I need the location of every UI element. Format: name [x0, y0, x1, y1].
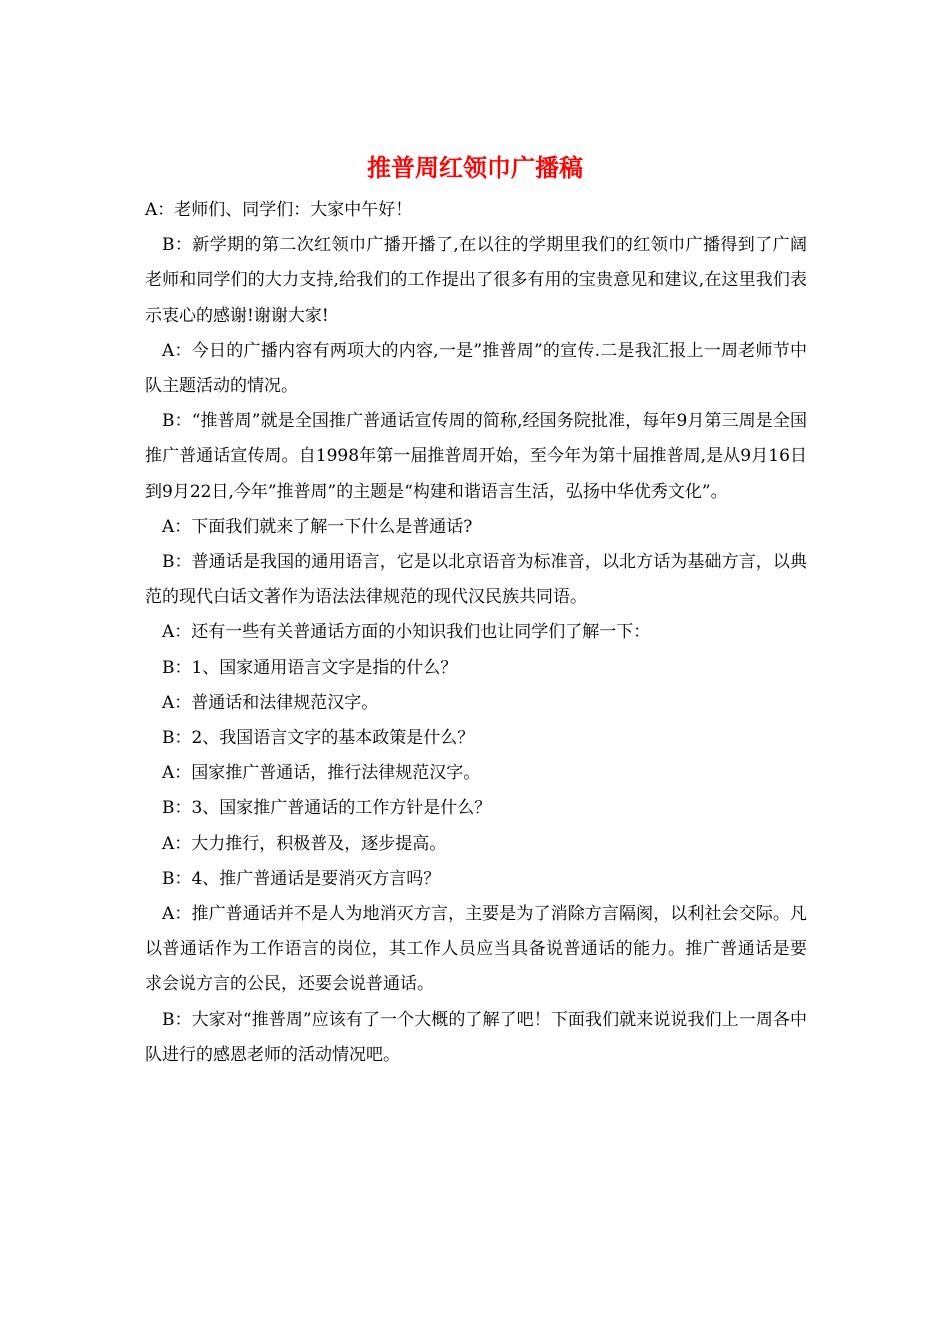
- paragraph: A：国家推广普通话，推行法律规范汉字。: [162, 763, 481, 784]
- paragraph: A：还有一些有关普通话方面的小知识我们也让同学们了解一下：: [162, 622, 651, 643]
- paragraph: A：推广普通话并不是人为地消灭方言，主要是为了消除方言隔阂，以利社会交际。凡以普通话作为工作语言的岗位，其工作人员应当具备说普通话的能力。推广普通话是要求会说方言的公民，还要会说普通话。: [145, 904, 807, 995]
- paragraph: B：2、我国语言文字的基本政策是什么？: [162, 728, 475, 749]
- paragraph: A：普通话和法律规范汉字。: [162, 692, 379, 713]
- paragraph: A：老师们、同学们：大家中午好！: [145, 200, 413, 220]
- paragraph: B：3、国家推广普通话的工作方针是什么？: [162, 798, 492, 819]
- paragraph: B：大家对“推普周”应该有了一个大概的了解了吧！下面我们就来说说我们上一周各中队进行的感恩老师的活动情况吧。: [145, 1009, 807, 1065]
- document-body: [145, 193, 807, 1073]
- paragraph: B：“推普周”就是全国推广普通话宣传周的简称,经国务院批准，每年9月第三周是全国推广普通话宣传周。自1998年第一届推普周开始，至今年为第十届推普周,是从9月16日到9月22日,今年”推普周”的主题是“构建和谐语言生活，弘扬中华优秀文化”。: [145, 411, 807, 502]
- paragraph: B：4、推广普通话是要消灭方言吗？: [162, 868, 441, 889]
- document-title: 推普周红领巾广播稿: [367, 153, 583, 182]
- paragraph: A：今日的广播内容有两项大的内容,一是”推普周”的宣传.二是我汇报上一周老师节中队主题活动的情况。: [145, 340, 807, 397]
- paragraph: B：新学期的第二次红领巾广播开播了,在以往的学期里我们的红领巾广播得到了广阔老师和同学们的大力支持,给我们的工作提出了很多有用的宝贵意见和建议,在这里我们表示衷心的感谢!谢谢大家!: [145, 235, 807, 326]
- paragraph: B：1、国家通用语言文字是指的什么？: [162, 657, 458, 678]
- paragraph: A：大力推行，积极普及，逐步提高。: [162, 833, 447, 854]
- paragraph: A：下面我们就来了解一下什么是普通话?: [162, 516, 473, 537]
- paragraph: B：普通话是我国的通用语言，它是以北京语音为标准音，以北方话为基础方言，以典范的现代白话文著作为语法法律规范的现代汉民族共同语。: [145, 552, 807, 608]
